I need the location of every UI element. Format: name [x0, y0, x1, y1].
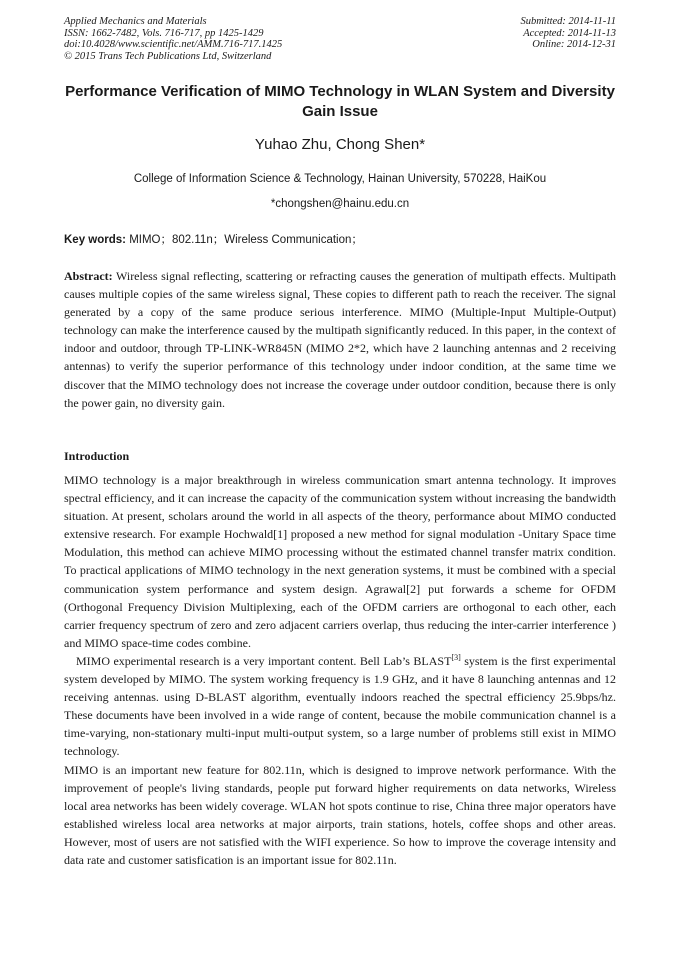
- intro-p2-text: MIMO experimental research is a very important content. Bell Lab’s BLAST: [76, 653, 452, 668]
- keywords-label: Key words:: [64, 234, 126, 246]
- journal-copyright: © 2015 Trans Tech Publications Ltd, Switzerland: [64, 50, 272, 62]
- journal-name: Applied Mechanics and Materials: [64, 16, 207, 27]
- keywords: [64, 233, 616, 247]
- publication-dates: [520, 16, 616, 51]
- intro-paragraph-3: MIMO is an important new feature for 802.11n, which is designed to improve network performance. With the improvement of people's living standards, people put forward higher requirements on data networks, Wireless local area networks has been widely coverage. WLAN hot spots continue to rise, China three major operators have established wireless local area networks at major airports, train stations, hotels, coffee shops and other areas. However, most of users are not satisfied with the WIFI experience. So how to improve the coverage intensity and data rate and customer satisfication is an important issue for 802.11n.: [64, 762, 616, 867]
- introduction-heading: Introduction: [64, 449, 130, 463]
- journal-info: [64, 16, 282, 62]
- journal-doi: doi:10.4028/www.scientific.net/AMM.716-717.1425: [64, 39, 283, 50]
- paper-authors: Yuhao Zhu, Chong Shen*: [254, 136, 426, 153]
- intro-paragraph-1: MIMO technology is a major breakthrough in wireless communication smart antenna technology. It improves spectral efficiency, and it can increase the capacity of the communication system without increasing the bandwidth situation. At present, scholars around the world in all aspects of the theory, performance about MIMO conducted extensive research. For example Hochwald[1] proposed a new method for signal modulation -Unitary Space time Modulation, this method can achieve MIMO processing without the estimated channel transfer matrix condition. To practical applications of MIMO technology in the next generation systems, it must be combined with a special communication system performance and system design. Agrawal[2] put forwards a scheme for OFDM (Orthogonal Frequency Division Multiplexing, each of the OFDM carriers are orthogonal to each other, each carrier frequency spectrum of zero and zero adjacent carriers overlap, thus reducing the inter-carrier interference ) and MIMO space-time codes combine.: [64, 473, 616, 650]
- paper-title: Performance Verification of MIMO Technology in WLAN System and Diversity Gain Issue: [65, 83, 615, 120]
- intro-p2-rest: system is the first experimental system developed by MIMO. The system working frequency is 1.9 GHz, and it have 8 launching antennas and 12 receiving antennas. using D-BLAST algorithm, eventually indoors reached the spectral efficiency 25.9bps/hz. These documents have been involved in a wide range of content, because the mobile communication channel is a time-varying, non-stationary multi-input multi-output system, so a large number of problems still exist in MIMO technology.: [64, 653, 616, 759]
- introduction-body: [64, 471, 616, 869]
- author-email: *chongshen@hainu.edu.cn: [270, 198, 410, 210]
- citation-ref: [3]: [451, 652, 461, 662]
- abstract: [64, 267, 616, 412]
- online-date: Online: 2014-12-31: [532, 39, 616, 50]
- keywords-text: MIMO；802.11n；Wireless Communication；: [126, 234, 363, 246]
- abstract-text: Wireless signal reflecting, scattering or refracting causes the generation of multipath effects. Multipath causes multiple copies of the same wireless signal, These copies to different path to reach the receiver. The signal generated by a copy of the same produce serious interference. MIMO (Multiple-Input Multiple-Output) technology can make the interference caused by the multipath significantly reduced. In this paper, in the context of indoor and outdoor, through TP-LINK-WR845N (MIMO 2*2, which have 2 launching antennas and 2 receiving antennas) to verify the superior performance of this technology under indoor condition, at the same time we discover that the MIMO technology does not increase the coverage under outdoor condition, because there is only the power gain, no diversity gain.: [64, 269, 616, 410]
- author-affiliation: College of Information Science & Technology, Hainan University, 570228, HaiKou: [133, 173, 547, 185]
- submitted-date: Submitted: 2014-11-11: [520, 16, 616, 27]
- journal-issn: ISSN: 1662-7482, Vols. 716-717, pp 1425-1429: [64, 27, 264, 39]
- intro-paragraph-2: [64, 652, 616, 761]
- accepted-date: Accepted: 2014-11-13: [523, 27, 616, 39]
- abstract-label: Abstract:: [64, 269, 113, 283]
